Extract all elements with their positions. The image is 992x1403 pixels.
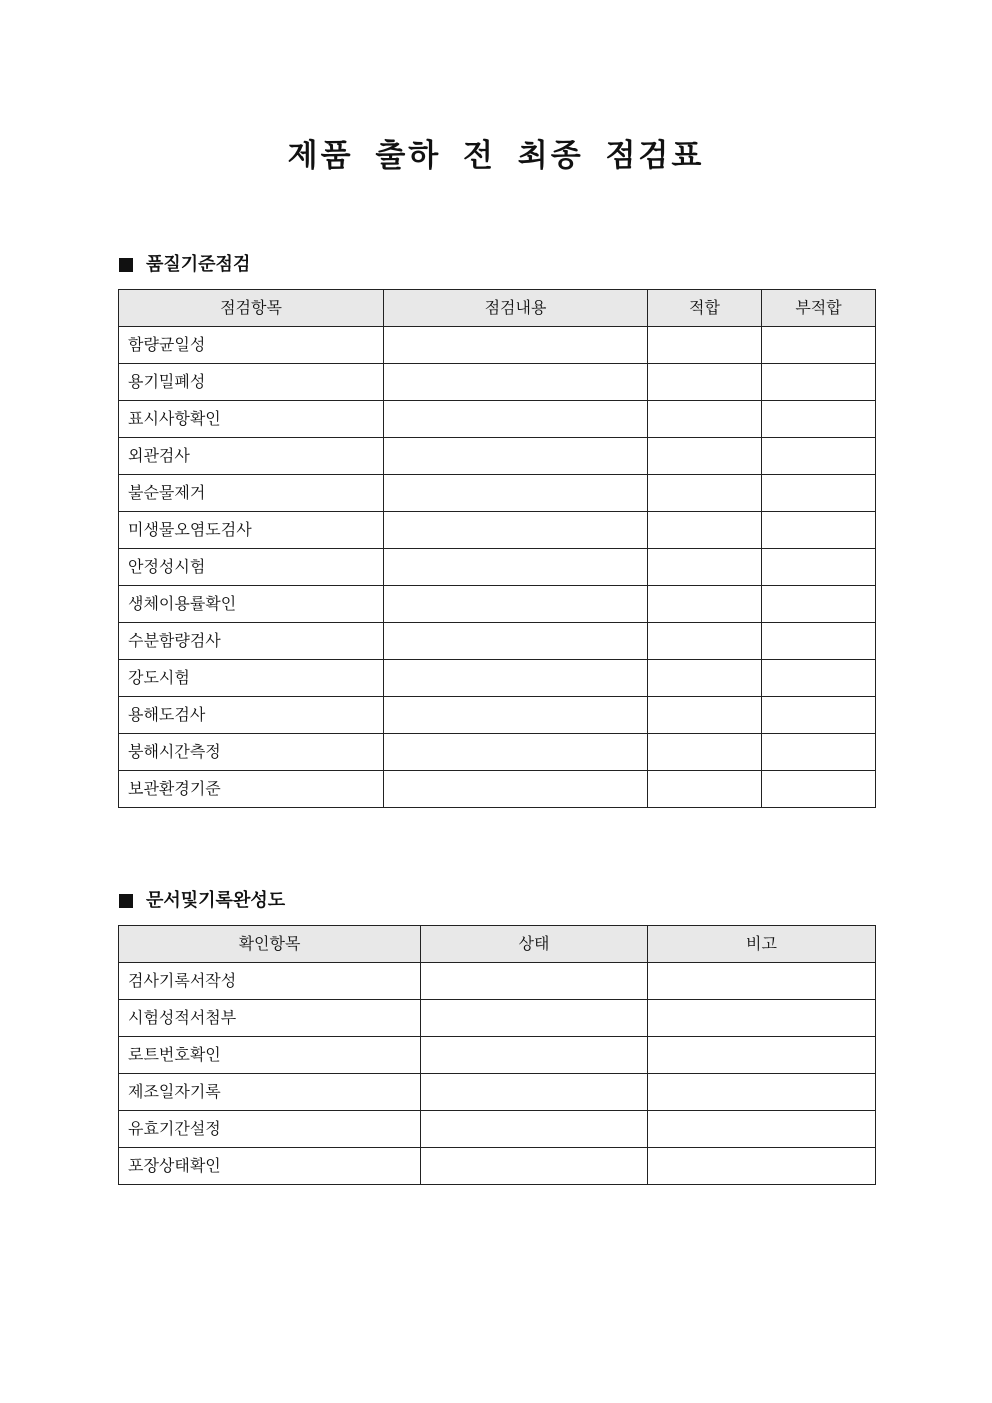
row-label: 유효기간설정 xyxy=(119,1111,421,1148)
row-label: 함량균일성 xyxy=(119,327,384,364)
pass-cell[interactable] xyxy=(648,660,762,697)
section-heading-quality xyxy=(119,253,250,277)
table-row xyxy=(119,1037,876,1074)
table-row xyxy=(119,963,876,1000)
pass-cell[interactable] xyxy=(648,438,762,475)
row-label: 불순물제거 xyxy=(119,475,384,512)
check-content-cell[interactable] xyxy=(384,401,648,438)
header-check-item: 점검항목 xyxy=(119,290,384,327)
pass-cell[interactable] xyxy=(648,549,762,586)
fail-cell[interactable] xyxy=(762,327,876,364)
table-row xyxy=(119,771,876,808)
table-row xyxy=(119,438,876,475)
pass-cell[interactable] xyxy=(648,512,762,549)
pass-cell[interactable] xyxy=(648,734,762,771)
table-row xyxy=(119,512,876,549)
fail-cell[interactable] xyxy=(762,734,876,771)
row-label: 강도시험 xyxy=(119,660,384,697)
check-content-cell[interactable] xyxy=(384,475,648,512)
fail-cell[interactable] xyxy=(762,438,876,475)
check-content-cell[interactable] xyxy=(384,697,648,734)
pass-cell[interactable] xyxy=(648,364,762,401)
row-label: 보관환경기준 xyxy=(119,771,384,808)
page-title: 제품 출하 전 최종 점검표 xyxy=(287,138,705,174)
fail-cell[interactable] xyxy=(762,771,876,808)
row-label: 수분함량검사 xyxy=(119,623,384,660)
row-label: 검사기록서작성 xyxy=(119,963,421,1000)
table-row xyxy=(119,734,876,771)
table-header-row xyxy=(119,926,876,963)
fail-cell[interactable] xyxy=(762,586,876,623)
table-row xyxy=(119,1148,876,1185)
table-row xyxy=(119,697,876,734)
remarks-cell[interactable] xyxy=(648,1148,876,1185)
header-remarks: 비고 xyxy=(648,926,876,963)
fail-cell[interactable] xyxy=(762,697,876,734)
row-label: 생체이용률확인 xyxy=(119,586,384,623)
pass-cell[interactable] xyxy=(648,771,762,808)
fail-cell[interactable] xyxy=(762,512,876,549)
row-label: 제조일자기록 xyxy=(119,1074,421,1111)
status-cell[interactable] xyxy=(421,1111,648,1148)
remarks-cell[interactable] xyxy=(648,1037,876,1074)
row-label: 용기밀폐성 xyxy=(119,364,384,401)
table-row xyxy=(119,475,876,512)
row-label: 로트번호확인 xyxy=(119,1037,421,1074)
quality-check-table xyxy=(118,289,876,808)
remarks-cell[interactable] xyxy=(648,1000,876,1037)
header-pass: 적합 xyxy=(648,290,762,327)
square-bullet-icon xyxy=(119,258,133,272)
check-content-cell[interactable] xyxy=(384,512,648,549)
document-check-table xyxy=(118,925,876,1185)
row-label: 시험성적서첨부 xyxy=(119,1000,421,1037)
remarks-cell[interactable] xyxy=(648,1074,876,1111)
check-content-cell[interactable] xyxy=(384,660,648,697)
table-row xyxy=(119,364,876,401)
table-row xyxy=(119,1000,876,1037)
table-header-row xyxy=(119,290,876,327)
row-label: 붕해시간측정 xyxy=(119,734,384,771)
check-content-cell[interactable] xyxy=(384,549,648,586)
check-content-cell[interactable] xyxy=(384,623,648,660)
row-label: 포장상태확인 xyxy=(119,1148,421,1185)
fail-cell[interactable] xyxy=(762,401,876,438)
fail-cell[interactable] xyxy=(762,364,876,401)
pass-cell[interactable] xyxy=(648,475,762,512)
check-content-cell[interactable] xyxy=(384,364,648,401)
table-row xyxy=(119,586,876,623)
section-heading-text: 품질기준점검 xyxy=(146,254,251,275)
status-cell[interactable] xyxy=(421,963,648,1000)
pass-cell[interactable] xyxy=(648,586,762,623)
row-label: 용해도검사 xyxy=(119,697,384,734)
table-row xyxy=(119,549,876,586)
table-row xyxy=(119,623,876,660)
check-content-cell[interactable] xyxy=(384,586,648,623)
fail-cell[interactable] xyxy=(762,660,876,697)
table-row xyxy=(119,327,876,364)
fail-cell[interactable] xyxy=(762,623,876,660)
check-content-cell[interactable] xyxy=(384,327,648,364)
remarks-cell[interactable] xyxy=(648,1111,876,1148)
header-confirm-item: 확인항목 xyxy=(119,926,421,963)
section-heading-documents xyxy=(119,889,285,913)
check-content-cell[interactable] xyxy=(384,438,648,475)
status-cell[interactable] xyxy=(421,1000,648,1037)
row-label: 외관검사 xyxy=(119,438,384,475)
table-row xyxy=(119,660,876,697)
fail-cell[interactable] xyxy=(762,549,876,586)
row-label: 안정성시험 xyxy=(119,549,384,586)
row-label: 표시사항확인 xyxy=(119,401,384,438)
status-cell[interactable] xyxy=(421,1074,648,1111)
status-cell[interactable] xyxy=(421,1148,648,1185)
square-bullet-icon xyxy=(119,894,133,908)
pass-cell[interactable] xyxy=(648,623,762,660)
check-content-cell[interactable] xyxy=(384,734,648,771)
header-check-content: 점검내용 xyxy=(384,290,648,327)
pass-cell[interactable] xyxy=(648,401,762,438)
section-heading-text: 문서및기록완성도 xyxy=(146,890,286,911)
pass-cell[interactable] xyxy=(648,697,762,734)
header-fail: 부적합 xyxy=(762,290,876,327)
status-cell[interactable] xyxy=(421,1037,648,1074)
table-row xyxy=(119,1074,876,1111)
table-row xyxy=(119,1111,876,1148)
row-label: 미생물오염도검사 xyxy=(119,512,384,549)
check-content-cell[interactable] xyxy=(384,771,648,808)
pass-cell[interactable] xyxy=(648,327,762,364)
table-row xyxy=(119,401,876,438)
remarks-cell[interactable] xyxy=(648,963,876,1000)
fail-cell[interactable] xyxy=(762,475,876,512)
header-status: 상태 xyxy=(421,926,648,963)
